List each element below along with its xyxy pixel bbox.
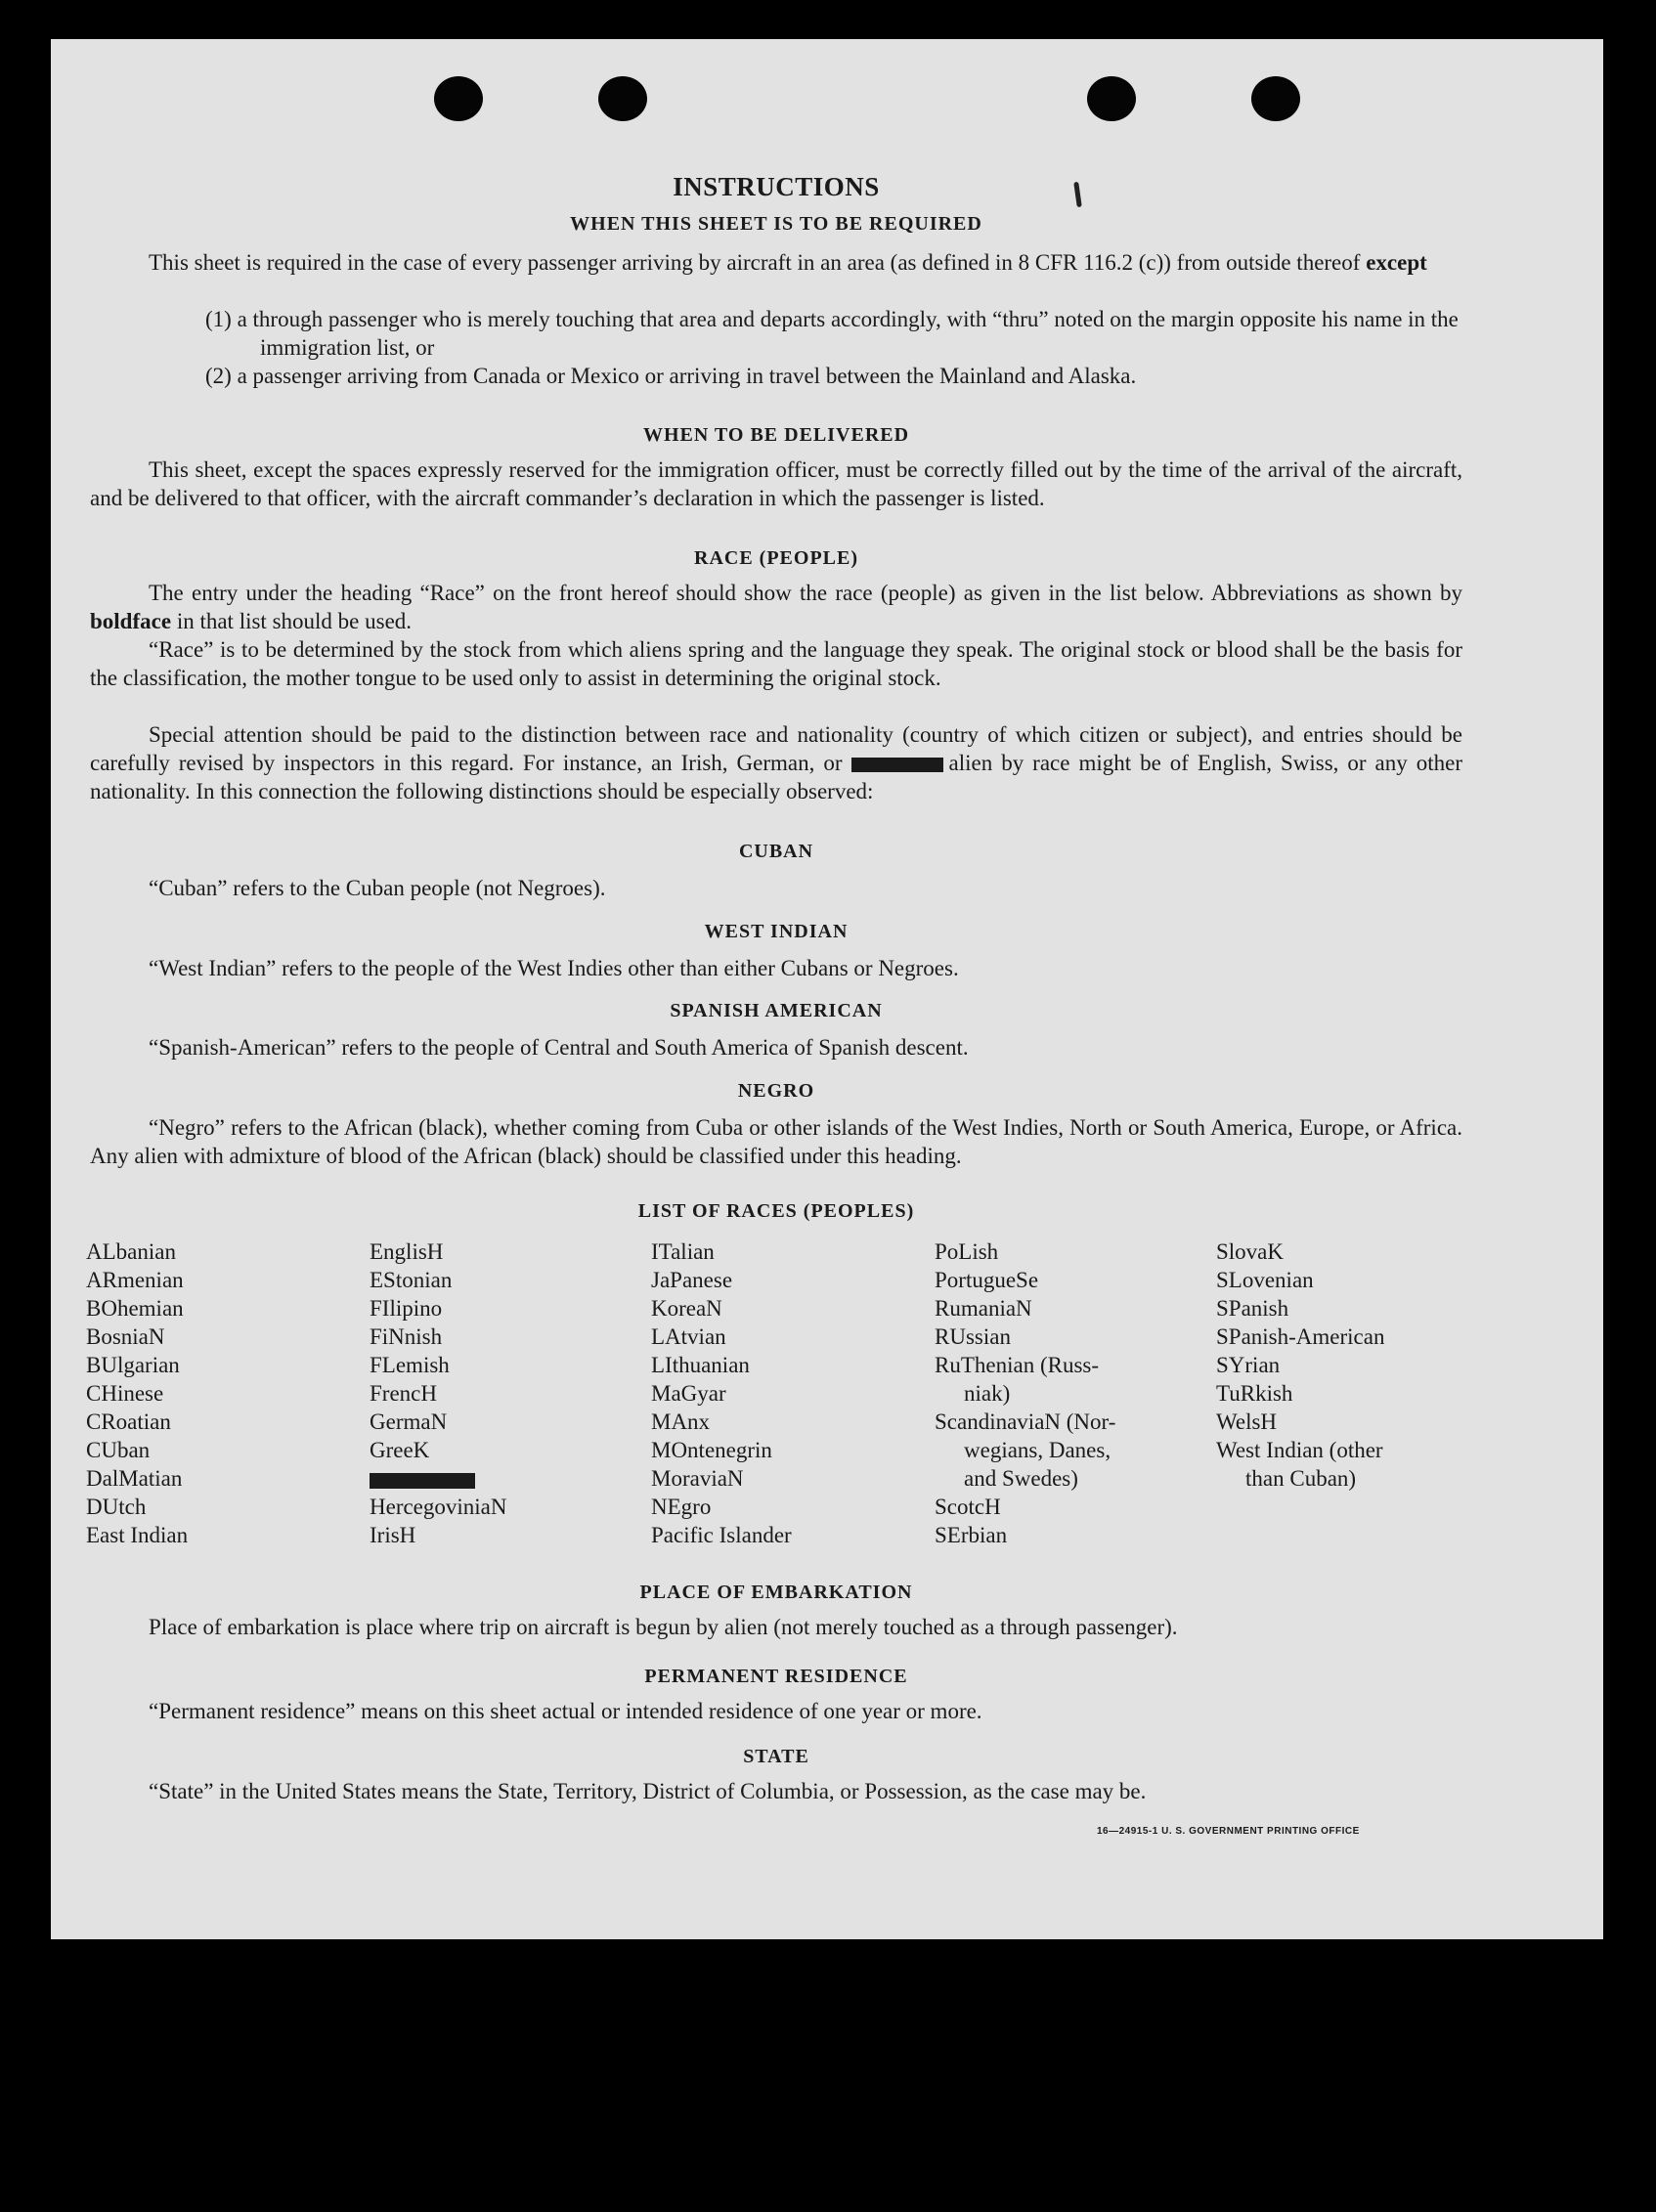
punch-hole <box>1251 76 1300 121</box>
punch-hole <box>598 76 647 121</box>
punch-hole <box>1087 76 1136 121</box>
delivered-text: This sheet, except the spaces expressly reserved for the immigration officer, must be correctly filled out by the time of the arrival of the aircraft, and be delivered to that officer, with the aircraft commander’s declaration in which the passenger is listed. <box>90 457 1462 510</box>
printing-office-footer: 16—24915-1 U. S. GOVERNMENT PRINTING OFFICE <box>1097 1826 1360 1837</box>
race-item: FiNnish <box>370 1324 443 1349</box>
race-item: RUssian <box>935 1324 1011 1349</box>
race-item: JaPanese <box>651 1268 733 1292</box>
race-column-2 <box>370 1237 653 1549</box>
race-item: IrisH <box>370 1523 416 1547</box>
redaction-mark <box>370 1473 475 1489</box>
heading-race: RACE (PEOPLE) <box>694 547 858 569</box>
race-column-5 <box>1216 1237 1500 1493</box>
heading-delivered: WHEN TO BE DELIVERED <box>642 424 910 446</box>
page-title: INSTRUCTIONS <box>673 172 880 201</box>
race-item: EStonian <box>370 1268 453 1292</box>
heading-embarkation: PLACE OF EMBARKATION <box>639 1582 913 1603</box>
heading-west-indian: WEST INDIAN <box>704 921 849 942</box>
race-item: LIthuanian <box>651 1353 750 1377</box>
race-item: PortugueSe <box>935 1268 1039 1292</box>
race-item-continued: than Cuban) <box>1245 1466 1357 1491</box>
negro-text: “Negro” refers to the African (black), whether coming from Cuba or other islands of the West Indies, North or South America, Europe, or Africa. Any alien with admixture of blood of the African (black) should be classified under this heading. <box>90 1115 1462 1168</box>
race-item: BosniaN <box>86 1324 165 1349</box>
race-paragraph-1: The entry under the heading “Race” on the front hereof should show the race (people) as given in the list below. Abbreviations as shown by boldface in that list should be used. <box>90 581 1462 633</box>
race-item: MOntenegrin <box>651 1438 772 1462</box>
required-item-1: (1) a through passenger who is merely touching that area and departs accordingly, with “thru” noted on the margin opposite his name in the immigration list, or <box>205 307 1459 360</box>
heading-permanent-residence: PERMANENT RESIDENCE <box>644 1666 908 1687</box>
race-item: SlovaK <box>1216 1239 1284 1264</box>
race-item: PoLish <box>935 1239 999 1264</box>
spanish-american-text: “Spanish-American” refers to the people of Central and South America of Spanish descent. <box>149 1035 969 1060</box>
redacted-race-item <box>370 1464 653 1493</box>
race-item: SErbian <box>935 1523 1008 1547</box>
race-item: BUlgarian <box>86 1353 180 1377</box>
race-item: East Indian <box>86 1523 189 1547</box>
race-item-continued: wegians, Danes, <box>964 1438 1111 1462</box>
race-item: ARmenian <box>86 1268 184 1292</box>
race-item: ScotcH <box>935 1495 1001 1519</box>
race-column-3 <box>651 1237 935 1549</box>
race-item: SPanish-American <box>1216 1324 1385 1349</box>
race-item: DUtch <box>86 1495 147 1519</box>
race-item-continued: niak) <box>964 1381 1011 1406</box>
heading-list-of-races: LIST OF RACES (PEOPLES) <box>637 1200 915 1222</box>
race-item: MoraviaN <box>651 1466 744 1491</box>
punch-hole <box>434 76 483 121</box>
required-intro: This sheet is required in the case of every passenger arriving by aircraft in an area (as defined in 8 CFR 116.2 (c)) from outside thereof except <box>149 250 1427 275</box>
race-item: TuRkish <box>1216 1381 1293 1406</box>
race-item: ScandinaviaN (Nor- <box>935 1410 1116 1434</box>
race-column-4 <box>935 1237 1218 1549</box>
race-paragraph-2: “Race” is to be determined by the stock from which aliens spring and the language they speak. The original stock or blood shall be the basis for the classification, the mother tongue to be used only to assist in determining the original stock. <box>90 637 1462 690</box>
race-item: GreeK <box>370 1438 430 1462</box>
embarkation-text: Place of embarkation is place where trip on aircraft is begun by alien (not merely touched as a through passenger). <box>149 1615 1178 1639</box>
race-item: Pacific Islander <box>651 1523 792 1547</box>
heading-cuban: CUBAN <box>738 841 814 862</box>
race-item: ITalian <box>651 1239 715 1264</box>
race-item: FLemish <box>370 1353 450 1377</box>
race-item: West Indian (other <box>1216 1438 1383 1462</box>
race-item: ALbanian <box>86 1239 176 1264</box>
race-item: FIlipino <box>370 1296 443 1321</box>
race-item: FrencH <box>370 1381 437 1406</box>
race-paragraph-3: Special attention should be paid to the distinction between race and nationality (country of which citizen or subject), and entries should be carefully revised by inspectors in this regard. For instance, an Irish, German, or alien by race might be of English, Swiss, or any other nationality. In this connection the following distinctions should be especially observed: <box>90 722 1463 803</box>
race-item: RumaniaN <box>935 1296 1032 1321</box>
race-item-continued: and Swedes) <box>964 1466 1078 1491</box>
permanent-residence-text: “Permanent residence” means on this sheet actual or intended residence of one year or more. <box>149 1699 982 1723</box>
race-item: DalMatian <box>86 1466 183 1491</box>
cuban-text: “Cuban” refers to the Cuban people (not Negroes). <box>149 876 606 900</box>
west-indian-text: “West Indian” refers to the people of the West Indies other than either Cubans or Negroes. <box>149 956 959 980</box>
race-item: KoreaN <box>651 1296 722 1321</box>
race-item: CRoatian <box>86 1410 171 1434</box>
race-item: SPanish <box>1216 1296 1289 1321</box>
heading-state: STATE <box>743 1746 809 1767</box>
heading-required: WHEN THIS SHEET IS TO BE REQUIRED <box>570 213 982 235</box>
race-item: BOhemian <box>86 1296 184 1321</box>
race-item: CUban <box>86 1438 151 1462</box>
race-item: NEgro <box>651 1495 712 1519</box>
redaction-mark <box>851 758 943 772</box>
race-item: RuThenian (Russ- <box>935 1353 1100 1377</box>
state-text: “State” in the United States means the State, Territory, District of Columbia, or Possession, as the case may be. <box>149 1779 1147 1803</box>
heading-spanish-american: SPANISH AMERICAN <box>670 1000 883 1021</box>
race-item: MaGyar <box>651 1381 726 1406</box>
heading-negro: NEGRO <box>737 1080 815 1102</box>
required-item-2: (2) a passenger arriving from Canada or Mexico or arriving in travel between the Mainland and Alaska. <box>205 364 1137 388</box>
race-item: WelsH <box>1216 1410 1278 1434</box>
race-item: CHinese <box>86 1381 164 1406</box>
race-item: HercegoviniaN <box>370 1495 507 1519</box>
race-item: SYrian <box>1216 1353 1281 1377</box>
document-sheet <box>51 39 1603 1939</box>
race-item: EnglisH <box>370 1239 444 1264</box>
race-item: GermaN <box>370 1410 448 1434</box>
race-item: SLovenian <box>1216 1268 1314 1292</box>
race-item: MAnx <box>651 1410 711 1434</box>
race-item: LAtvian <box>651 1324 726 1349</box>
race-column-1 <box>86 1237 370 1549</box>
